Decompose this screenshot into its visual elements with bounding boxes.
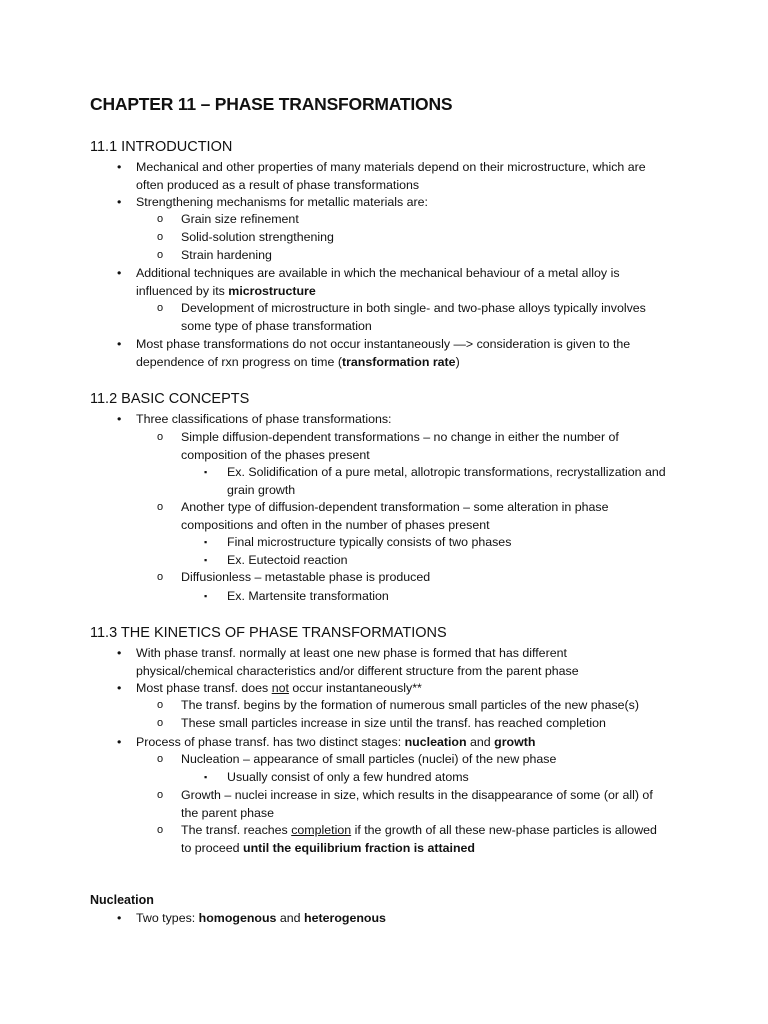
bold-term: until the equilibrium fraction is attained (243, 841, 475, 855)
text-run: influenced by its (136, 284, 229, 298)
bullet-text (136, 735, 535, 750)
text-run: and (276, 911, 305, 925)
bold-term: homogenous (198, 911, 277, 925)
text-run: Two types: (136, 911, 199, 925)
bullet-text (136, 284, 316, 299)
sub-bullet-marker: o (157, 571, 164, 583)
sub-bullet-text: Development of microstructure in both single- and two-phase alloys typically involves (181, 301, 646, 315)
sub-bullet-marker: o (157, 824, 164, 836)
bullet-marker: • (117, 646, 122, 660)
bold-term: nucleation (404, 735, 467, 749)
sub-bullet-text: composition of the phases present (181, 448, 370, 462)
sub-bullet-marker: o (157, 789, 164, 801)
section-heading-kinetics: 11.3 THE KINETICS OF PHASE TRANSFORMATIONS (90, 625, 447, 641)
sub-sub-bullet-marker: ▪ (204, 772, 208, 782)
bullet-marker: • (117, 195, 122, 209)
sub-bullet-text: The transf. begins by the formation of numerous small particles of the new phase(s) (181, 698, 639, 712)
sub-bullet-marker: o (157, 431, 164, 443)
bullet-text: Three classifications of phase transformations: (136, 412, 392, 426)
sub-sub-bullet-text: Ex. Martensite transformation (227, 589, 389, 603)
sub-bullet-marker: o (157, 249, 164, 261)
sub-bullet-text: These small particles increase in size until the transf. has reached completion (181, 716, 606, 730)
sub-bullet-text: Diffusionless – metastable phase is produced (181, 570, 431, 584)
underlined-term: not (271, 681, 289, 695)
sub-bullet-marker: o (157, 501, 164, 513)
sub-bullet-text: Solid-solution strengthening (181, 230, 334, 244)
sub-bullet-text (181, 841, 475, 856)
sub-bullet-marker: o (157, 753, 164, 765)
sub-bullet-text: some type of phase transformation (181, 319, 372, 333)
sub-sub-bullet-marker: ▪ (204, 467, 208, 477)
bullet-text (136, 681, 422, 696)
text-run: Most phase transf. does (136, 681, 272, 695)
bullet-text: Most phase transformations do not occur instantaneously —> consideration is given to the (136, 337, 631, 351)
sub-bullet-marker: o (157, 231, 164, 243)
bullet-text: Additional techniques are available in which the mechanical behaviour of a metal alloy is (136, 266, 620, 280)
sub-sub-bullet-marker: ▪ (204, 537, 208, 547)
sub-bullet-text: Another type of diffusion-dependent transformation – some alteration in phase (181, 500, 609, 514)
sub-bullet-text: Nucleation – appearance of small particles (nuclei) of the new phase (181, 752, 557, 766)
bullet-marker: • (117, 160, 122, 174)
sub-sub-bullet-text: grain growth (227, 483, 296, 497)
chapter-title: CHAPTER 11 – PHASE TRANSFORMATIONS (90, 94, 453, 114)
text-run: and (466, 735, 495, 749)
bullet-text: often produced as a result of phase transformations (136, 178, 420, 192)
sub-bullet-marker: o (157, 302, 164, 314)
text-run: if the growth of all these new-phase particles is allowed (351, 823, 657, 837)
bullet-marker: • (117, 681, 122, 695)
bullet-text: physical/chemical characteristics and/or different structure from the parent phase (136, 664, 579, 678)
sub-bullet-text: Growth – nuclei increase in size, which results in the disappearance of some (or all) of (181, 788, 653, 802)
bullet-text: Mechanical and other properties of many materials depend on their microstructure, which are (136, 160, 646, 174)
sub-bullet-marker: o (157, 717, 164, 729)
bold-term: transformation rate (341, 355, 456, 369)
bullet-marker: • (117, 337, 122, 351)
bullet-text: With phase transf. normally at least one new phase is formed that has different (136, 646, 567, 660)
sub-sub-bullet-text: Usually consist of only a few hundred atoms (227, 770, 469, 784)
text-run: The transf. reaches (181, 823, 292, 837)
sub-sub-bullet-marker: ▪ (204, 591, 208, 601)
text-run: Process of phase transf. has two distinct stages: (136, 735, 405, 749)
section-heading-basic-concepts: 11.2 BASIC CONCEPTS (90, 391, 250, 407)
bullet-text: Strengthening mechanisms for metallic materials are: (136, 195, 428, 209)
bullet-marker: • (117, 735, 122, 749)
text-run: ) (455, 355, 460, 369)
bold-term: growth (494, 735, 536, 749)
sub-bullet-text: Simple diffusion-dependent transformations – no change in either the number of (181, 430, 619, 444)
bullet-marker: • (117, 911, 122, 925)
sub-sub-bullet-text: Ex. Eutectoid reaction (227, 553, 348, 567)
sub-sub-bullet-marker: ▪ (204, 555, 208, 565)
bold-term: microstructure (228, 284, 316, 298)
underlined-term: completion (291, 823, 352, 837)
bullet-text (136, 355, 460, 370)
sub-bullet-text (181, 823, 657, 838)
bullet-text (136, 911, 386, 926)
sub-bullet-text: the parent phase (181, 806, 275, 820)
section-heading-introduction: 11.1 INTRODUCTION (90, 139, 233, 155)
bullet-marker: • (117, 412, 122, 426)
bold-term: heterogenous (304, 911, 386, 925)
sub-sub-bullet-text: Ex. Solidification of a pure metal, allotropic transformations, recrystallization and (227, 465, 666, 479)
sub-bullet-text: Strain hardening (181, 248, 272, 262)
sub-bullet-marker: o (157, 213, 164, 225)
text-run: to proceed (181, 841, 243, 855)
nucleation-heading: Nucleation (90, 893, 154, 907)
text-run: dependence of rxn progress on time ( (136, 355, 342, 369)
sub-bullet-text: Grain size refinement (181, 212, 299, 226)
bullet-marker: • (117, 266, 122, 280)
text-run: occur instantaneously** (288, 681, 422, 695)
sub-sub-bullet-text: Final microstructure typically consists of two phases (227, 535, 512, 549)
sub-bullet-marker: o (157, 699, 164, 711)
sub-bullet-text: compositions and often in the number of phases present (181, 518, 490, 532)
